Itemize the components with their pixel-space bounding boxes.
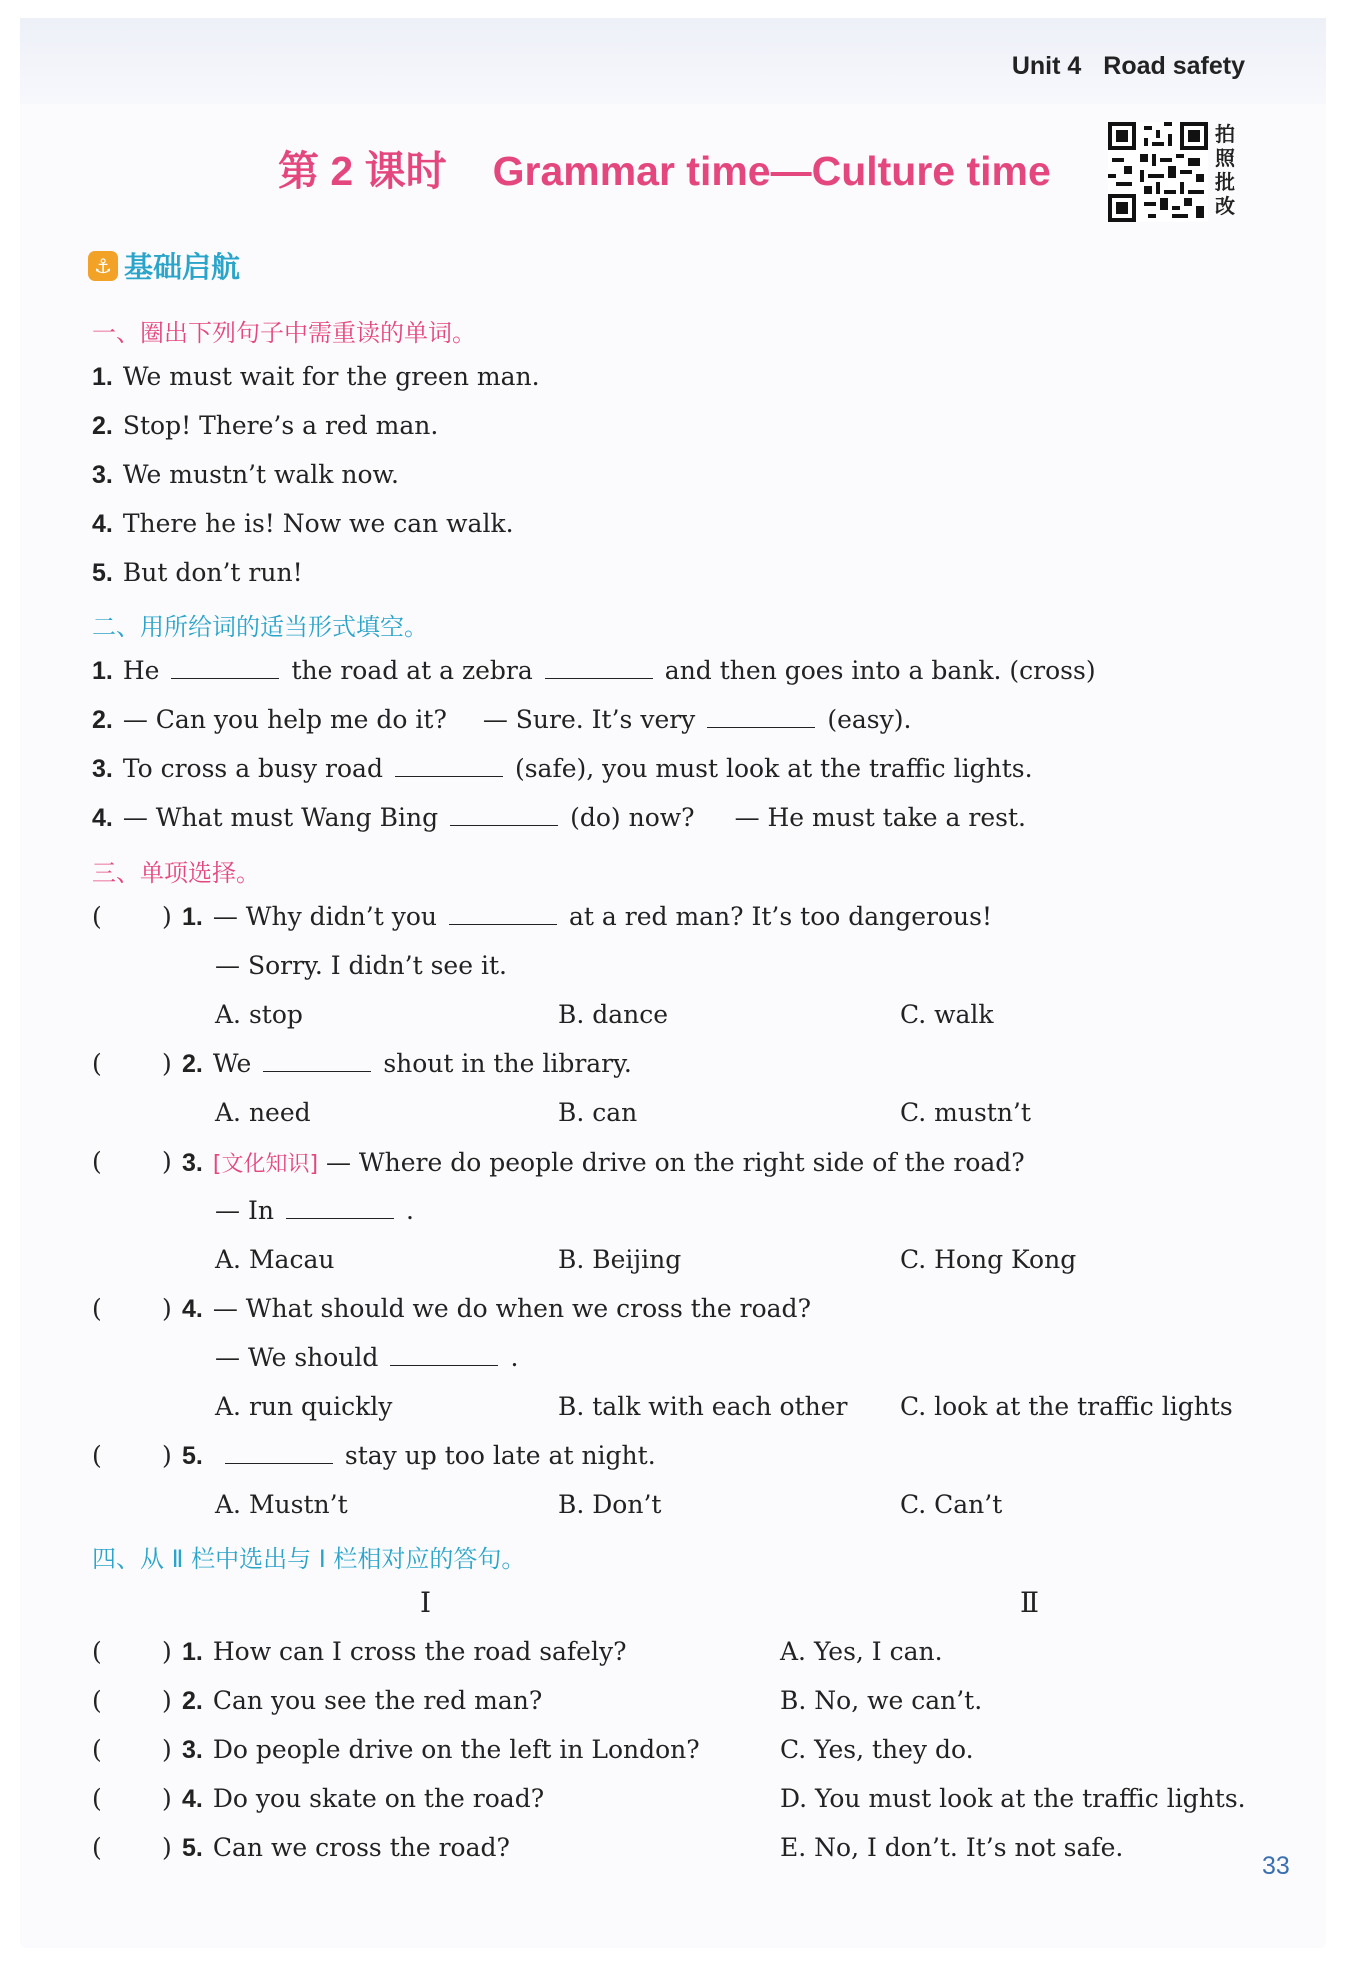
answer-paren-right: )	[162, 1147, 172, 1176]
answer-blank[interactable]	[395, 756, 503, 777]
match-answer: A. Yes, I can.	[780, 1637, 943, 1666]
match-answer: D. You must look at the traffic lights.	[780, 1784, 1246, 1813]
answer-blank[interactable]	[450, 805, 558, 826]
list-item: 4. There he is! Now we can walk.	[92, 509, 514, 538]
option-a[interactable]: A. Mustn’t	[215, 1490, 348, 1519]
list-item: 2. Stop! There’s a red man.	[92, 411, 439, 440]
answer-paren-left[interactable]: (	[92, 1637, 102, 1666]
section-heading	[88, 245, 240, 286]
answer-paren-left[interactable]: (	[92, 1294, 102, 1323]
part2-title: 二、用所给词的适当形式填空。	[92, 613, 428, 641]
match-answer: E. No, I don’t. It’s not safe.	[780, 1833, 1124, 1862]
match-question: 1. How can I cross the road safely?	[182, 1637, 627, 1666]
page-number: 33	[1262, 1852, 1290, 1880]
fill-blank-item: 2. — Can you help me do it? — Sure. It’s very (easy).	[92, 705, 912, 734]
answer-paren-right: )	[162, 1049, 172, 1078]
anchor-icon: ⚓	[88, 251, 118, 281]
qr-label: 拍照批改	[1215, 122, 1235, 218]
column-ii-heading: Ⅱ	[1020, 1586, 1040, 1619]
section-title: 基础启航	[124, 250, 241, 284]
answer-paren-right: )	[162, 1294, 172, 1323]
part4-title: 四、从 Ⅱ 栏中选出与 Ⅰ 栏相对应的答句。	[92, 1545, 526, 1573]
answer-paren-right: )	[162, 1735, 172, 1764]
answer-paren-right: )	[162, 1637, 172, 1666]
option-b[interactable]: B. Beijing	[558, 1245, 682, 1274]
fill-blank-item: 4. — What must Wang Bing (do) now? — He must take a rest.	[92, 803, 1026, 832]
answer-blank[interactable]	[263, 1051, 371, 1072]
part3-title: 三、单项选择。	[92, 859, 260, 887]
answer-blank[interactable]	[707, 707, 815, 728]
unit-title: Road safety	[1103, 52, 1245, 80]
option-c[interactable]: C. Hong Kong	[900, 1245, 1077, 1274]
match-question: 2. Can you see the red man?	[182, 1686, 543, 1715]
option-c[interactable]: C. look at the traffic lights	[900, 1392, 1233, 1421]
match-answer: C. Yes, they do.	[780, 1735, 974, 1764]
option-a[interactable]: A. need	[215, 1098, 311, 1127]
match-question: 3. Do people drive on the left in London?	[182, 1735, 700, 1764]
option-c[interactable]: C. walk	[900, 1000, 994, 1029]
answer-paren-left[interactable]: (	[92, 1686, 102, 1715]
question-item: 5. stay up too late at night.	[182, 1441, 656, 1470]
option-b[interactable]: B. talk with each other	[558, 1392, 848, 1421]
match-answer: B. No, we can’t.	[780, 1686, 983, 1715]
question-line: — Sorry. I didn’t see it.	[215, 951, 507, 980]
option-c[interactable]: C. mustn’t	[900, 1098, 1031, 1127]
qr-code-icon[interactable]	[1108, 122, 1208, 222]
match-question: 4. Do you skate on the road?	[182, 1784, 545, 1813]
culture-tag: [文化知识]	[212, 1152, 319, 1177]
answer-paren-right: )	[162, 1686, 172, 1715]
fill-blank-item: 1. He the road at a zebra and then goes into a bank. (cross)	[92, 656, 1096, 685]
option-a[interactable]: A. stop	[215, 1000, 303, 1029]
part1-title: 一、圈出下列句子中需重读的单词。	[92, 319, 476, 347]
list-item: 5. But don’t run!	[92, 558, 303, 587]
answer-blank[interactable]	[545, 658, 653, 679]
lesson-name: Grammar time—Culture time	[492, 148, 1051, 194]
answer-blank[interactable]	[449, 904, 557, 925]
question-item: 3. [文化知识] — Where do people drive on the right side of the road?	[182, 1148, 1025, 1177]
answer-paren-left[interactable]: (	[92, 1441, 102, 1470]
lesson-label: 第 2 课时	[278, 148, 447, 194]
answer-blank[interactable]	[225, 1443, 333, 1464]
question-line: — In .	[215, 1196, 414, 1225]
answer-blank[interactable]	[171, 658, 279, 679]
answer-paren-left[interactable]: (	[92, 1049, 102, 1078]
option-a[interactable]: A. run quickly	[215, 1392, 393, 1421]
answer-blank[interactable]	[390, 1345, 498, 1366]
answer-paren-left[interactable]: (	[92, 1735, 102, 1764]
column-i-heading: Ⅰ	[420, 1586, 432, 1619]
answer-paren-right: )	[162, 1784, 172, 1813]
answer-paren-right: )	[162, 1833, 172, 1862]
answer-paren-left[interactable]: (	[92, 1784, 102, 1813]
unit-header	[1012, 52, 1245, 81]
option-c[interactable]: C. Can’t	[900, 1490, 1003, 1519]
answer-paren-left[interactable]: (	[92, 1833, 102, 1862]
match-question: 5. Can we cross the road?	[182, 1833, 510, 1862]
list-item: 1. We must wait for the green man.	[92, 362, 540, 391]
list-item: 3. We mustn’t walk now.	[92, 460, 399, 489]
option-b[interactable]: B. can	[558, 1098, 638, 1127]
answer-paren-left[interactable]: (	[92, 902, 102, 931]
question-item: 2. We shout in the library.	[182, 1049, 632, 1078]
option-a[interactable]: A. Macau	[215, 1245, 335, 1274]
question-item: 4. — What should we do when we cross the road?	[182, 1294, 811, 1323]
unit-number: Unit 4	[1011, 52, 1082, 80]
question-line: — We should .	[215, 1343, 519, 1372]
lesson-title	[278, 138, 1051, 197]
option-b[interactable]: B. dance	[558, 1000, 669, 1029]
fill-blank-item: 3. To cross a busy road (safe), you must look at the traffic lights.	[92, 754, 1033, 783]
answer-blank[interactable]	[286, 1198, 394, 1219]
option-b[interactable]: B. Don’t	[558, 1490, 662, 1519]
answer-paren-right: )	[162, 902, 172, 931]
answer-paren-left[interactable]: (	[92, 1147, 102, 1176]
answer-paren-right: )	[162, 1441, 172, 1470]
question-item: 1. — Why didn’t you at a red man? It’s too dangerous!	[182, 902, 993, 931]
